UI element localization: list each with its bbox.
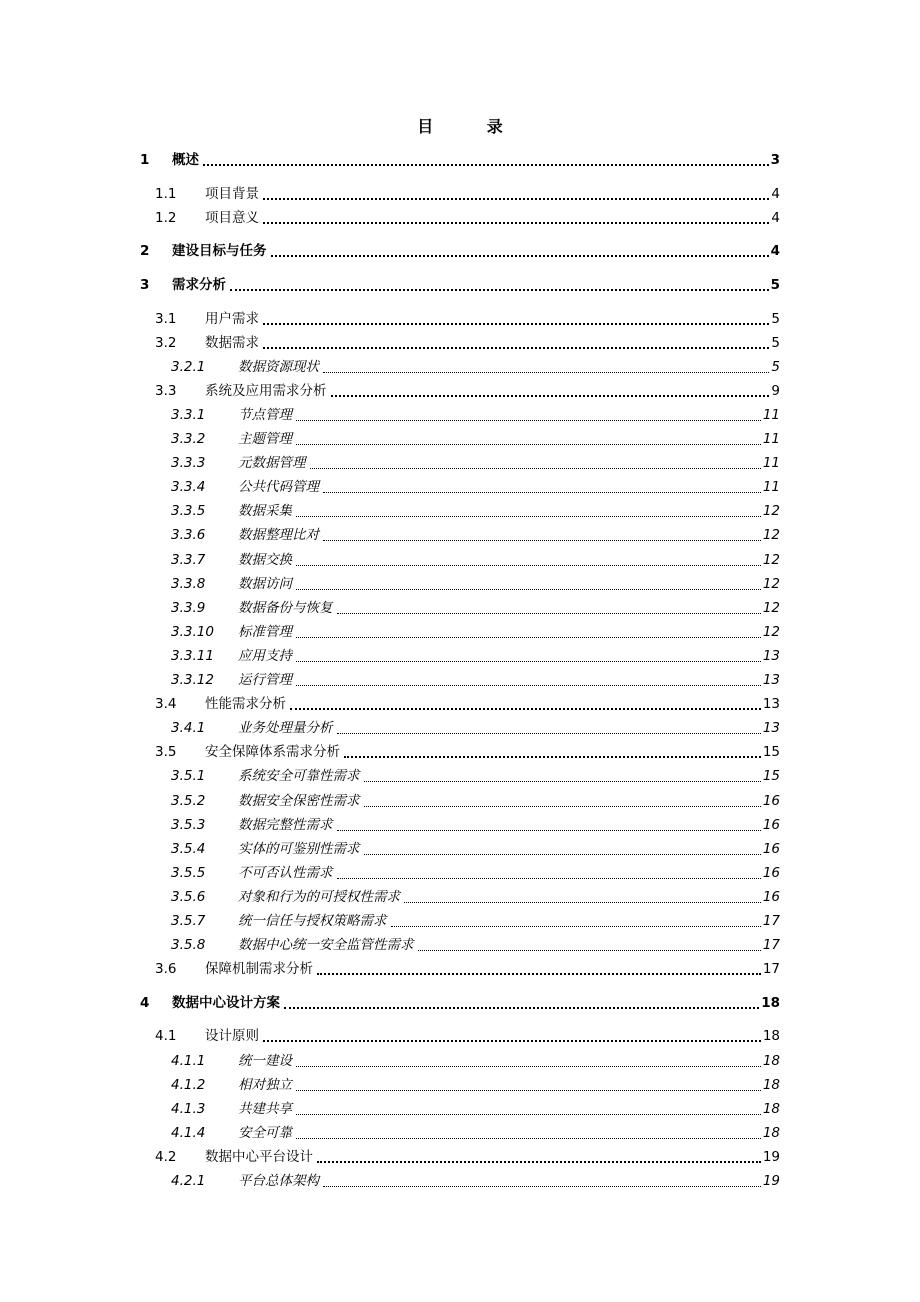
toc-entry-number: 3.2 — [155, 335, 177, 351]
toc-entry[interactable] — [171, 477, 780, 497]
toc-entry-title: 统一信任与授权策略需求 — [238, 913, 387, 929]
toc-entry[interactable] — [155, 381, 780, 401]
toc-entry[interactable] — [155, 333, 780, 353]
toc-leader-dots — [296, 637, 761, 638]
toc-leader-dots — [296, 1114, 761, 1115]
toc-entry[interactable] — [171, 646, 780, 666]
toc-entry-title: 数据中心平台设计 — [205, 1149, 313, 1165]
toc-entry-title: 数据资源现状 — [238, 359, 319, 375]
toc-entry-page: 12 — [762, 503, 780, 519]
toc-entry-number: 3.1 — [155, 311, 177, 327]
toc-entry-title: 数据访问 — [238, 576, 292, 592]
toc-entry-number: 3.5.5 — [171, 865, 206, 881]
toc-leader-dots — [310, 468, 761, 469]
toc-leader-dots — [317, 973, 761, 975]
toc-entry-title: 数据需求 — [205, 335, 259, 351]
toc-entry[interactable] — [140, 150, 780, 170]
toc-entry-page: 12 — [762, 527, 780, 543]
toc-entry-number: 4.1.2 — [171, 1077, 206, 1093]
toc-entry-number: 3.5.4 — [171, 841, 206, 857]
toc-entry-page: 4 — [771, 210, 780, 226]
toc-entry[interactable] — [171, 357, 780, 377]
toc-entry-title: 保障机制需求分析 — [205, 961, 313, 977]
toc-entry-number: 4.2.1 — [171, 1173, 206, 1189]
toc-entry-number: 1 — [140, 152, 150, 168]
toc-entry[interactable] — [171, 525, 780, 545]
toc-entry-number: 3.5.6 — [171, 889, 206, 905]
toc-entry-number: 4.1.3 — [171, 1101, 206, 1117]
toc-entry-title: 元数据管理 — [238, 455, 306, 471]
toc-entry[interactable] — [140, 993, 780, 1013]
toc-entry[interactable] — [171, 935, 780, 955]
toc-leader-dots — [296, 1090, 761, 1091]
toc-entry[interactable] — [155, 1147, 780, 1167]
toc-entry-page: 5 — [771, 311, 780, 327]
toc-leader-dots — [263, 323, 769, 325]
toc-entry-title: 安全可靠 — [238, 1125, 292, 1141]
toc-entry-number: 3.3.3 — [171, 455, 206, 471]
toc-entry-title: 节点管理 — [238, 407, 292, 423]
toc-leader-dots — [331, 395, 770, 397]
toc-entry[interactable] — [171, 1075, 780, 1095]
toc-entry-title: 设计原则 — [205, 1028, 259, 1044]
toc-entry-number: 3.3.2 — [171, 431, 206, 447]
toc-entry-number: 3.3 — [155, 383, 177, 399]
toc-leader-dots — [323, 540, 761, 541]
toc-entry-title: 运行管理 — [238, 672, 292, 688]
toc-leader-dots — [296, 565, 761, 566]
toc-entry-page: 17 — [762, 937, 780, 953]
toc-entry[interactable] — [155, 309, 780, 329]
toc-leader-dots — [317, 1161, 761, 1163]
toc-entry-page: 12 — [762, 576, 780, 592]
toc-entry-title: 用户需求 — [205, 311, 259, 327]
toc-entry-number: 4 — [140, 995, 150, 1011]
toc-entry-title: 安全保障体系需求分析 — [205, 744, 340, 760]
toc-entry-title: 主题管理 — [238, 431, 292, 447]
toc-entry-page: 4 — [771, 186, 780, 202]
toc-entry-page: 13 — [762, 648, 780, 664]
toc-entry-title: 建设目标与任务 — [172, 243, 267, 259]
toc-entry-page: 17 — [762, 913, 780, 929]
toc-entry-number: 3.3.12 — [171, 672, 214, 688]
toc-leader-dots — [337, 878, 761, 879]
toc-entry-page: 16 — [762, 865, 780, 881]
toc-entry[interactable] — [171, 887, 780, 907]
toc-entry-title: 数据安全保密性需求 — [238, 793, 360, 809]
toc-leader-dots — [263, 347, 769, 349]
toc-entry-title: 共建共享 — [238, 1101, 292, 1117]
toc-entry[interactable] — [171, 501, 780, 521]
toc-entry-number: 4.2 — [155, 1149, 177, 1165]
toc-entry[interactable] — [171, 766, 780, 786]
toc-leader-dots — [364, 781, 761, 782]
toc-entry[interactable] — [171, 718, 780, 738]
toc-entry-page: 9 — [771, 383, 780, 399]
toc-entry-number: 1.1 — [155, 186, 177, 202]
toc-leader-dots — [391, 926, 761, 927]
toc-entry-page: 18 — [762, 1077, 780, 1093]
toc-entry-page: 11 — [762, 455, 780, 471]
toc-entry-number: 3.4.1 — [171, 720, 206, 736]
toc-entry[interactable] — [171, 1171, 780, 1191]
toc-leader-dots — [337, 830, 761, 831]
toc-leader-dots — [263, 1040, 761, 1042]
toc-entry-page: 13 — [762, 720, 780, 736]
toc-entry-number: 3.3.7 — [171, 552, 206, 568]
toc-entry-number: 2 — [140, 243, 150, 259]
toc-leader-dots — [296, 685, 761, 686]
toc-entry-number: 3.5.8 — [171, 937, 206, 953]
toc-entry-title: 平台总体架构 — [238, 1173, 319, 1189]
toc-entry-page: 5 — [771, 335, 780, 351]
toc-entry-title: 数据完整性需求 — [238, 817, 333, 833]
toc-entry-page: 16 — [762, 817, 780, 833]
page-title: 目 录 — [417, 117, 527, 136]
toc-entry-number: 3.5.3 — [171, 817, 206, 833]
toc-leader-dots — [263, 198, 769, 200]
toc-entry-title: 概述 — [172, 152, 199, 168]
toc-entry-page: 12 — [762, 624, 780, 640]
toc-entry-title: 统一建设 — [238, 1053, 292, 1069]
toc-entry[interactable] — [171, 670, 780, 690]
toc-entry[interactable] — [155, 742, 780, 762]
toc-entry-title: 公共代码管理 — [238, 479, 319, 495]
toc-entry-title: 数据中心统一安全监管性需求 — [238, 937, 414, 953]
toc-entry-page: 16 — [762, 793, 780, 809]
toc-entry-page: 3 — [770, 152, 780, 168]
toc-entry-number: 3.3.11 — [171, 648, 214, 664]
toc-entry-title: 需求分析 — [172, 277, 226, 293]
toc-entry[interactable] — [171, 1051, 780, 1071]
toc-leader-dots — [203, 164, 769, 166]
toc-leader-dots — [337, 613, 761, 614]
toc-leader-dots — [323, 492, 761, 493]
toc-entry-number: 4.1.4 — [171, 1125, 206, 1141]
toc-entry-page: 16 — [762, 841, 780, 857]
toc-entry-number: 1.2 — [155, 210, 177, 226]
toc-entry-number: 4.1.1 — [171, 1053, 206, 1069]
toc-entry-page: 18 — [762, 1028, 780, 1044]
toc-entry-number: 3.3.4 — [171, 479, 206, 495]
toc-leader-dots — [404, 902, 761, 903]
toc-entry[interactable] — [140, 275, 780, 295]
toc-entry-page: 12 — [762, 552, 780, 568]
toc-leader-dots — [337, 733, 761, 734]
toc-entry[interactable] — [155, 959, 780, 979]
toc-entry-number: 3.3.6 — [171, 527, 206, 543]
toc-entry-page: 12 — [762, 600, 780, 616]
toc-entry-page: 18 — [762, 1101, 780, 1117]
toc-entry-page: 17 — [762, 961, 780, 977]
toc-leader-dots — [296, 516, 761, 517]
toc-entry[interactable] — [171, 911, 780, 931]
toc-entry-number: 3.3.1 — [171, 407, 206, 423]
toc-entry-number: 4.1 — [155, 1028, 177, 1044]
toc-entry-page: 13 — [762, 672, 780, 688]
toc-entry-title: 数据交换 — [238, 552, 292, 568]
toc-entry[interactable] — [140, 241, 780, 261]
toc-entry-page: 18 — [762, 1053, 780, 1069]
toc-entry-number: 3.3.8 — [171, 576, 206, 592]
toc-entry-title: 数据采集 — [238, 503, 292, 519]
toc-leader-dots — [344, 756, 761, 758]
toc-entry-number: 3.3.10 — [171, 624, 214, 640]
toc-entry-title: 不可否认性需求 — [238, 865, 333, 881]
toc-entry[interactable] — [155, 1026, 780, 1046]
toc-entry[interactable] — [171, 574, 780, 594]
toc-leader-dots — [296, 661, 761, 662]
toc-entry-number: 3.3.5 — [171, 503, 206, 519]
toc-entry-title: 系统安全可靠性需求 — [238, 768, 360, 784]
toc-entry-title: 实体的可鉴别性需求 — [238, 841, 360, 857]
toc-entry-title: 相对独立 — [238, 1077, 292, 1093]
toc-entry[interactable] — [171, 622, 780, 642]
toc-entry-number: 3 — [140, 277, 150, 293]
toc-entry-title: 对象和行为的可授权性需求 — [238, 889, 400, 905]
toc-entry[interactable] — [171, 839, 780, 859]
toc-entry-title: 项目意义 — [205, 210, 259, 226]
toc-leader-dots — [296, 589, 761, 590]
toc-entry-number: 3.6 — [155, 961, 177, 977]
toc-entry-page: 5 — [770, 277, 780, 293]
toc-entry-title: 应用支持 — [238, 648, 292, 664]
toc-entry[interactable] — [171, 1099, 780, 1119]
toc-entry[interactable] — [155, 208, 780, 228]
toc-entry-number: 3.5.1 — [171, 768, 206, 784]
toc-entry-number: 3.2.1 — [171, 359, 206, 375]
toc-entry-number: 3.3.9 — [171, 600, 206, 616]
toc-leader-dots — [296, 444, 761, 445]
toc-leader-dots — [364, 854, 761, 855]
toc-leader-dots — [284, 1007, 759, 1009]
toc-entry-title: 数据整理比对 — [238, 527, 319, 543]
toc-entry-title: 业务处理量分析 — [238, 720, 333, 736]
toc-entry-title: 数据中心设计方案 — [172, 995, 280, 1011]
toc-leader-dots — [296, 420, 761, 421]
toc-entry[interactable] — [171, 815, 780, 835]
toc-entry-page: 18 — [762, 1125, 780, 1141]
toc-entry-number: 3.5 — [155, 744, 177, 760]
toc-leader-dots — [263, 222, 769, 224]
toc-entry[interactable] — [155, 184, 780, 204]
toc-entry[interactable] — [171, 453, 780, 473]
toc-entry[interactable] — [171, 863, 780, 883]
toc-entry-page: 15 — [762, 744, 780, 760]
toc-leader-dots — [364, 806, 761, 807]
toc-entry-page: 5 — [771, 359, 780, 375]
toc-entry-page: 4 — [770, 243, 780, 259]
toc-entry-page: 16 — [762, 889, 780, 905]
toc-leader-dots — [418, 950, 761, 951]
toc-entry-page: 11 — [762, 479, 780, 495]
toc-entry-page: 15 — [762, 768, 780, 784]
toc-entry[interactable] — [171, 550, 780, 570]
toc-leader-dots — [323, 372, 769, 373]
toc-leader-dots — [296, 1138, 761, 1139]
toc-entry-page: 18 — [761, 995, 780, 1011]
toc-entry[interactable] — [171, 1123, 780, 1143]
toc-leader-dots — [323, 1186, 761, 1187]
toc-entry[interactable] — [171, 429, 780, 449]
toc-entry-title: 数据备份与恢复 — [238, 600, 333, 616]
toc-entry-page: 19 — [762, 1149, 780, 1165]
toc-entry-number: 3.4 — [155, 696, 177, 712]
toc-leader-dots — [271, 255, 769, 257]
toc-leader-dots — [290, 708, 761, 710]
toc-entry[interactable] — [171, 598, 780, 618]
toc-entry[interactable] — [171, 405, 780, 425]
toc-entry-title: 标准管理 — [238, 624, 292, 640]
toc-entry-page: 13 — [762, 696, 780, 712]
toc-entry-title: 项目背景 — [205, 186, 259, 202]
toc-leader-dots — [296, 1066, 761, 1067]
toc-entry-page: 11 — [762, 407, 780, 423]
toc-entry[interactable] — [171, 791, 780, 811]
toc-entry-number: 3.5.7 — [171, 913, 206, 929]
toc-leader-dots — [230, 289, 769, 291]
toc-entry[interactable] — [155, 694, 780, 714]
toc-entry-title: 系统及应用需求分析 — [205, 383, 327, 399]
toc-entry-page: 11 — [762, 431, 780, 447]
toc-entry-page: 19 — [762, 1173, 780, 1189]
toc-entry-title: 性能需求分析 — [205, 696, 286, 712]
toc-entry-number: 3.5.2 — [171, 793, 206, 809]
